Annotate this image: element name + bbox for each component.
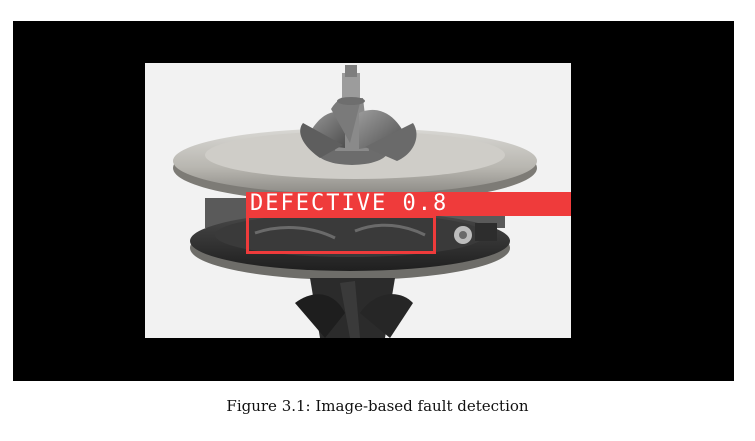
figure-frame xyxy=(13,21,734,381)
detection-label: DEFECTIVE 0.8 xyxy=(246,192,571,216)
figure-caption: Figure 3.1: Image-based fault detection xyxy=(226,397,529,415)
turbocharger-photo xyxy=(145,63,571,338)
detection-bounding-box xyxy=(246,215,436,254)
